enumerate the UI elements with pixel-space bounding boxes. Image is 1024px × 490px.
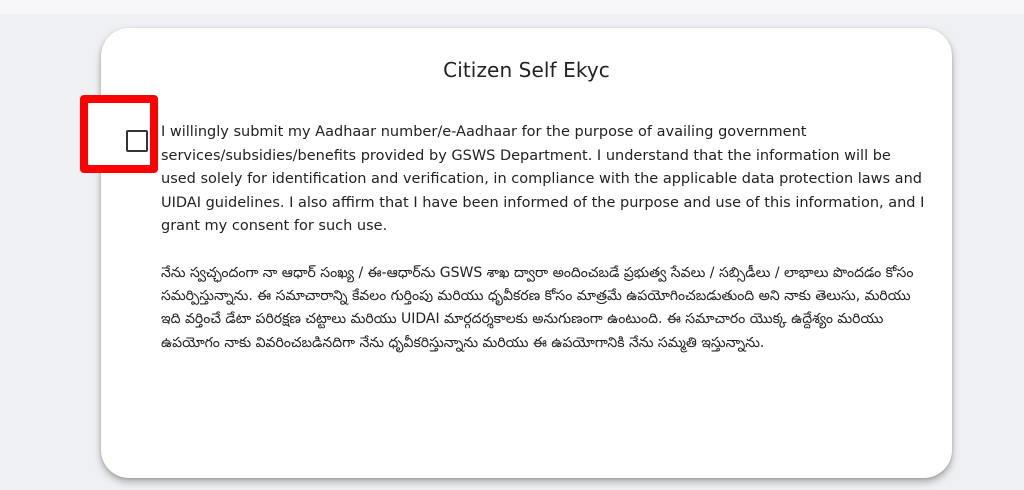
ekyc-card (101, 28, 952, 478)
consent-text-english: I willingly submit my Aadhaar number/e-Aadhaar for the purpose of availing government services/subsidies/benefits provided by GSWS Department. I understand that the information will be used solely for identification and verification, in compliance with the applicable data protection laws and UIDAI guidelines. I also affirm that I have been informed of the purpose and use of this information, and I grant my consent for such use. (161, 124, 925, 235)
consent-checkbox[interactable] (126, 130, 148, 152)
consent-text-telugu: నేను స్వచ్ఛందంగా నా ఆధార్ సంఖ్య / ఈ-ఆధార్‌ను GSWS శాఖ ద్వారా అందించబడే ప్రభుత్వ సేవలు / సబ్సిడీలు / లాభాలు పొందడం కోసం సమర్పిస్తున్నాను. ఈ సమాచారాన్ని కేవలం గుర్తింపు మరియు ధృవీకరణ కోసం మాత్రమే ఉపయోగించబడుతుంది అని నాకు తెలుసు, మరియు ఇది వర్తించే డేటా పరిరక్షణ చట్టాలు మరియు UIDAI మార్గదర్శకాలకు అనుగుణంగా ఉంటుంది. ఈ సమాచారం యొక్క ఉద్దేశ్యం మరియు ఉపయోగం నాకు వివరించబడినదిగా నేను ధృవీకరిస్తున్నాను మరియు ఈ ఉపయోగానికి నేను సమ్మతి ఇస్తున్నాను. (161, 265, 914, 351)
top-bar (0, 0, 1024, 14)
consent-checkbox-highlight[interactable] (80, 95, 158, 173)
card-title: Citizen Self Ekyc (443, 58, 610, 82)
